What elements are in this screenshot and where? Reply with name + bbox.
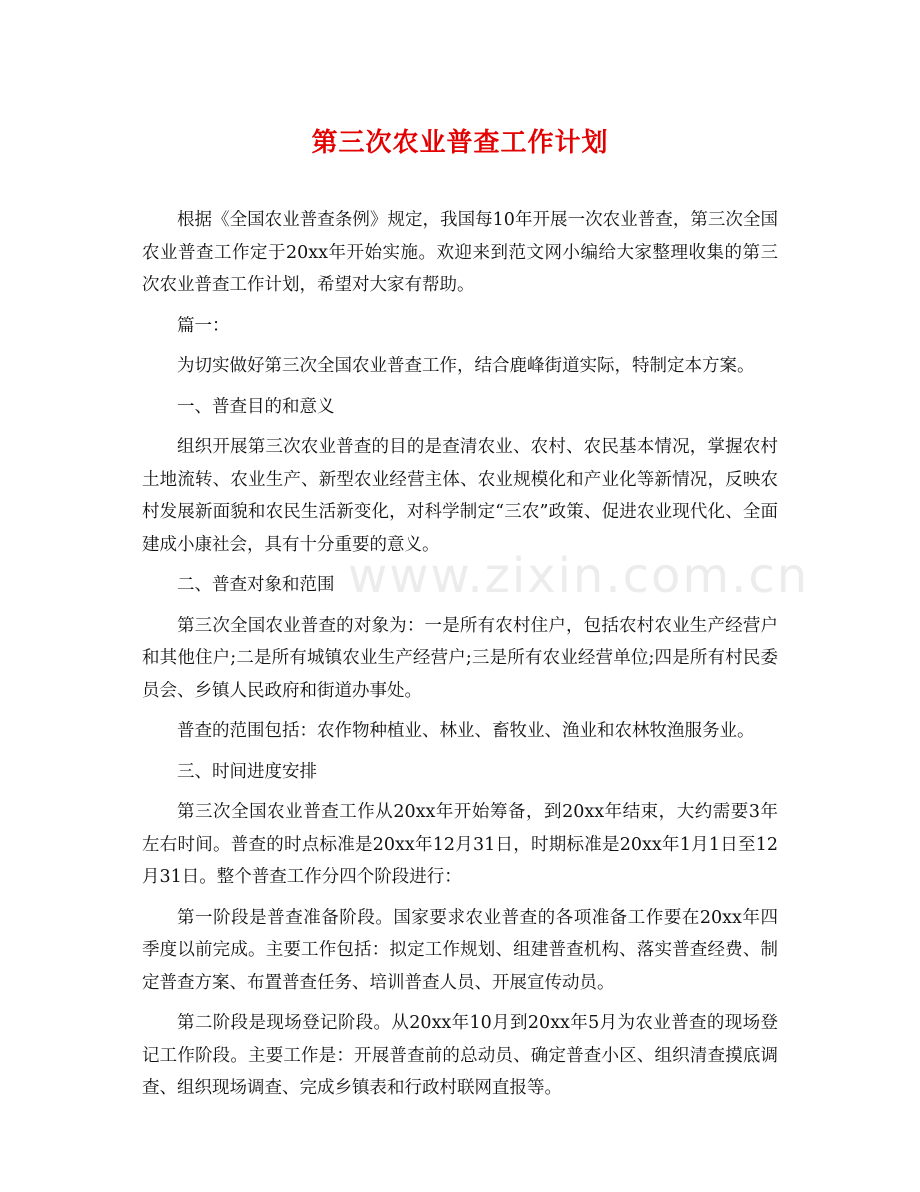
section-heading-2: 二、普查对象和范围 <box>177 575 335 595</box>
paragraph-objects: 第三次全国农业普查的对象为：一是所有农村住户，包括农村农业生产经营户和其他住户;二是所有城镇农业生产经营户;三是所有农业经营单位;四是所有村民委员会、乡镇人民政府和街道办事处。 <box>142 615 778 701</box>
watermark: www.zixin.com.cn <box>348 548 810 604</box>
section-heading-1: 一、普查目的和意义 <box>177 396 335 417</box>
paragraph-stage-one: 第一阶段是普查准备阶段。国家要求农业普查的各项准备工作要在20xx年四季度以前完成。主要工作包括：拟定工作规划、组建普查机构、落实普查经费、制定普查方案、布置普查任务、培训普查人员、开展宣传动员。 <box>142 907 778 993</box>
paragraph-intro: 根据《全国农业普查条例》规定，我国每10年开展一次农业普查，第三次全国农业普查工作定于20xx年开始实施。欢迎来到范文网小编给大家整理收集的第三次农业普查工作计划，希望对大家有帮助。 <box>142 210 778 295</box>
paragraph-purpose: 为切实做好第三次全国农业普查工作，结合鹿峰街道实际，特制定本方案。 <box>177 356 755 376</box>
paragraph-part-one: 篇一： <box>177 315 230 336</box>
paragraph-schedule: 第三次全国农业普查工作从20xx年开始筹备，到20xx年结束，大约需要3年左右时间。普查的时点标准是20xx年12月31日，时期标准是20xx年1月1日至12月31日。整个普查工作分四个阶段进行： <box>142 802 778 887</box>
document-title: 第三次农业普查工作计划 <box>311 128 609 158</box>
paragraph-scope: 普查的范围包括：农作物种植业、林业、畜牧业、渔业和农林牧渔服务业。 <box>177 721 755 741</box>
section-heading-3: 三、时间进度安排 <box>177 761 317 782</box>
paragraph-stage-two: 第二阶段是现场登记阶段。从20xx年10月到20xx年5月为农业普查的现场登记工作阶段。主要工作是：开展普查前的总动员、确定普查小区、组织清查摸底调查、组织现场调查、完成乡镇表和行政村联网直报等。 <box>142 1013 778 1098</box>
document-body <box>142 204 778 1105</box>
paragraph-significance: 组织开展第三次农业普查的目的是查清农业、农村、农民基本情况，掌握农村土地流转、农业生产、新型农业经营主体、农业规模化和产业化等新情况，反映农村发展新面貌和农民生活新变化，对科学制定“三农”政策、促进农业现代化、全面建成小康社会，具有十分重要的意义。 <box>142 437 778 555</box>
